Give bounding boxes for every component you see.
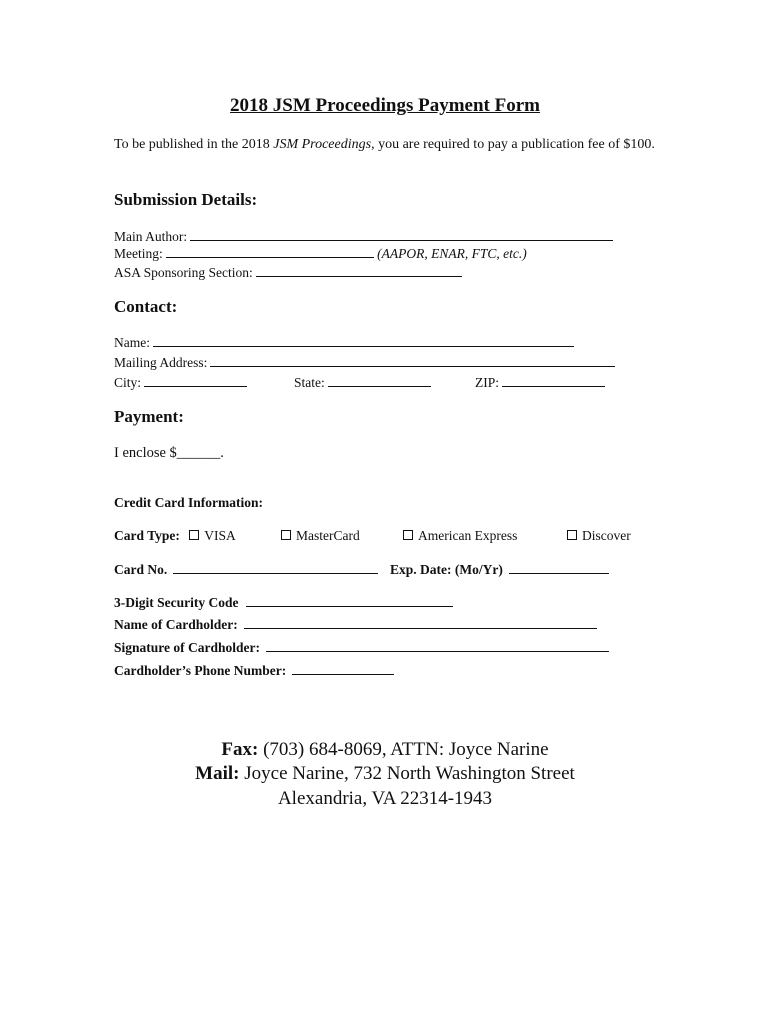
city-field[interactable]: [144, 374, 247, 387]
visa-label: VISA: [204, 528, 236, 543]
exp-date-field[interactable]: [509, 561, 609, 574]
city-row: [114, 374, 247, 391]
zip-row: [475, 374, 605, 391]
mastercard-checkbox[interactable]: [281, 530, 291, 540]
mailing-field[interactable]: [210, 354, 615, 367]
card-no-field[interactable]: [173, 561, 378, 574]
state-field[interactable]: [328, 374, 431, 387]
visa-checkbox[interactable]: [189, 530, 199, 540]
holder-name-row: [114, 616, 597, 633]
city-line: Alexandria, VA 22314-1943: [277, 788, 493, 809]
payment-heading: Payment:: [114, 407, 184, 426]
intro-text-2: , you are required to pay a publication fee of $100.: [371, 137, 655, 152]
main-author-row: [114, 228, 613, 245]
exp-date-row: [390, 561, 609, 578]
fax-text: (703) 684-8069, ATTN: Joyce Narine: [258, 739, 549, 760]
name-label: Name:: [114, 335, 150, 350]
signature-row: [114, 639, 609, 656]
intro-text-1: To be published in the 2018: [114, 137, 274, 152]
card-type-row: [114, 528, 236, 544]
mastercard-option: [281, 528, 360, 544]
sponsoring-field[interactable]: [256, 264, 462, 277]
fax-label: Fax:: [221, 739, 259, 760]
meeting-field[interactable]: [166, 245, 374, 258]
security-row: [114, 594, 453, 611]
phone-field[interactable]: [292, 662, 394, 675]
contact-heading: Contact:: [114, 297, 178, 316]
amex-checkbox[interactable]: [403, 530, 413, 540]
main-author-field[interactable]: [190, 228, 613, 241]
mailing-label: Mailing Address:: [114, 355, 208, 370]
credit-card-heading: Credit Card Information:: [114, 495, 263, 510]
name-field[interactable]: [153, 334, 574, 347]
mail-line: [0, 763, 770, 785]
mastercard-label: MasterCard: [296, 528, 360, 543]
discover-label: Discover: [582, 528, 631, 543]
discover-checkbox[interactable]: [567, 530, 577, 540]
security-label: 3-Digit Security Code: [114, 595, 239, 610]
name-row: [114, 334, 574, 351]
sponsoring-row: [114, 264, 462, 281]
meeting-row: [114, 245, 527, 262]
mail-label: Mail:: [195, 763, 240, 784]
page-title: 2018 JSM Proceedings Payment Form: [230, 95, 540, 116]
signature-field[interactable]: [266, 639, 609, 652]
enclose-text: I enclose $______.: [114, 445, 224, 461]
zip-field[interactable]: [502, 374, 605, 387]
card-no-row: [114, 561, 378, 578]
security-field[interactable]: [246, 594, 453, 607]
zip-label: ZIP:: [475, 375, 500, 390]
meeting-hint: (AAPOR, ENAR, FTC, etc.): [377, 246, 527, 261]
amex-option: [403, 528, 517, 544]
holder-name-label: Name of Cardholder:: [114, 617, 238, 632]
fax-line: [0, 739, 770, 761]
phone-label: Cardholder’s Phone Number:: [114, 663, 287, 678]
card-type-label: Card Type:: [114, 528, 180, 543]
intro-italic: JSM Proceedings: [273, 137, 372, 152]
mail-text: Joyce Narine, 732 North Washington Street: [239, 763, 575, 784]
state-label: State:: [294, 375, 325, 390]
city-label: City:: [114, 375, 142, 390]
holder-name-field[interactable]: [244, 616, 597, 629]
meeting-label: Meeting:: [114, 246, 163, 261]
submission-heading: Submission Details:: [114, 190, 258, 209]
intro-paragraph: [114, 135, 659, 154]
discover-option: [567, 528, 631, 544]
signature-label: Signature of Cardholder:: [114, 640, 261, 655]
sponsoring-label: ASA Sponsoring Section:: [114, 265, 253, 280]
phone-row: [114, 662, 394, 679]
exp-date-label: Exp. Date: (Mo/Yr): [390, 562, 503, 577]
card-no-label: Card No.: [114, 562, 168, 577]
main-author-label: Main Author:: [114, 229, 188, 244]
state-row: [294, 374, 431, 391]
mailing-row: [114, 354, 615, 371]
amex-label: American Express: [418, 528, 518, 543]
